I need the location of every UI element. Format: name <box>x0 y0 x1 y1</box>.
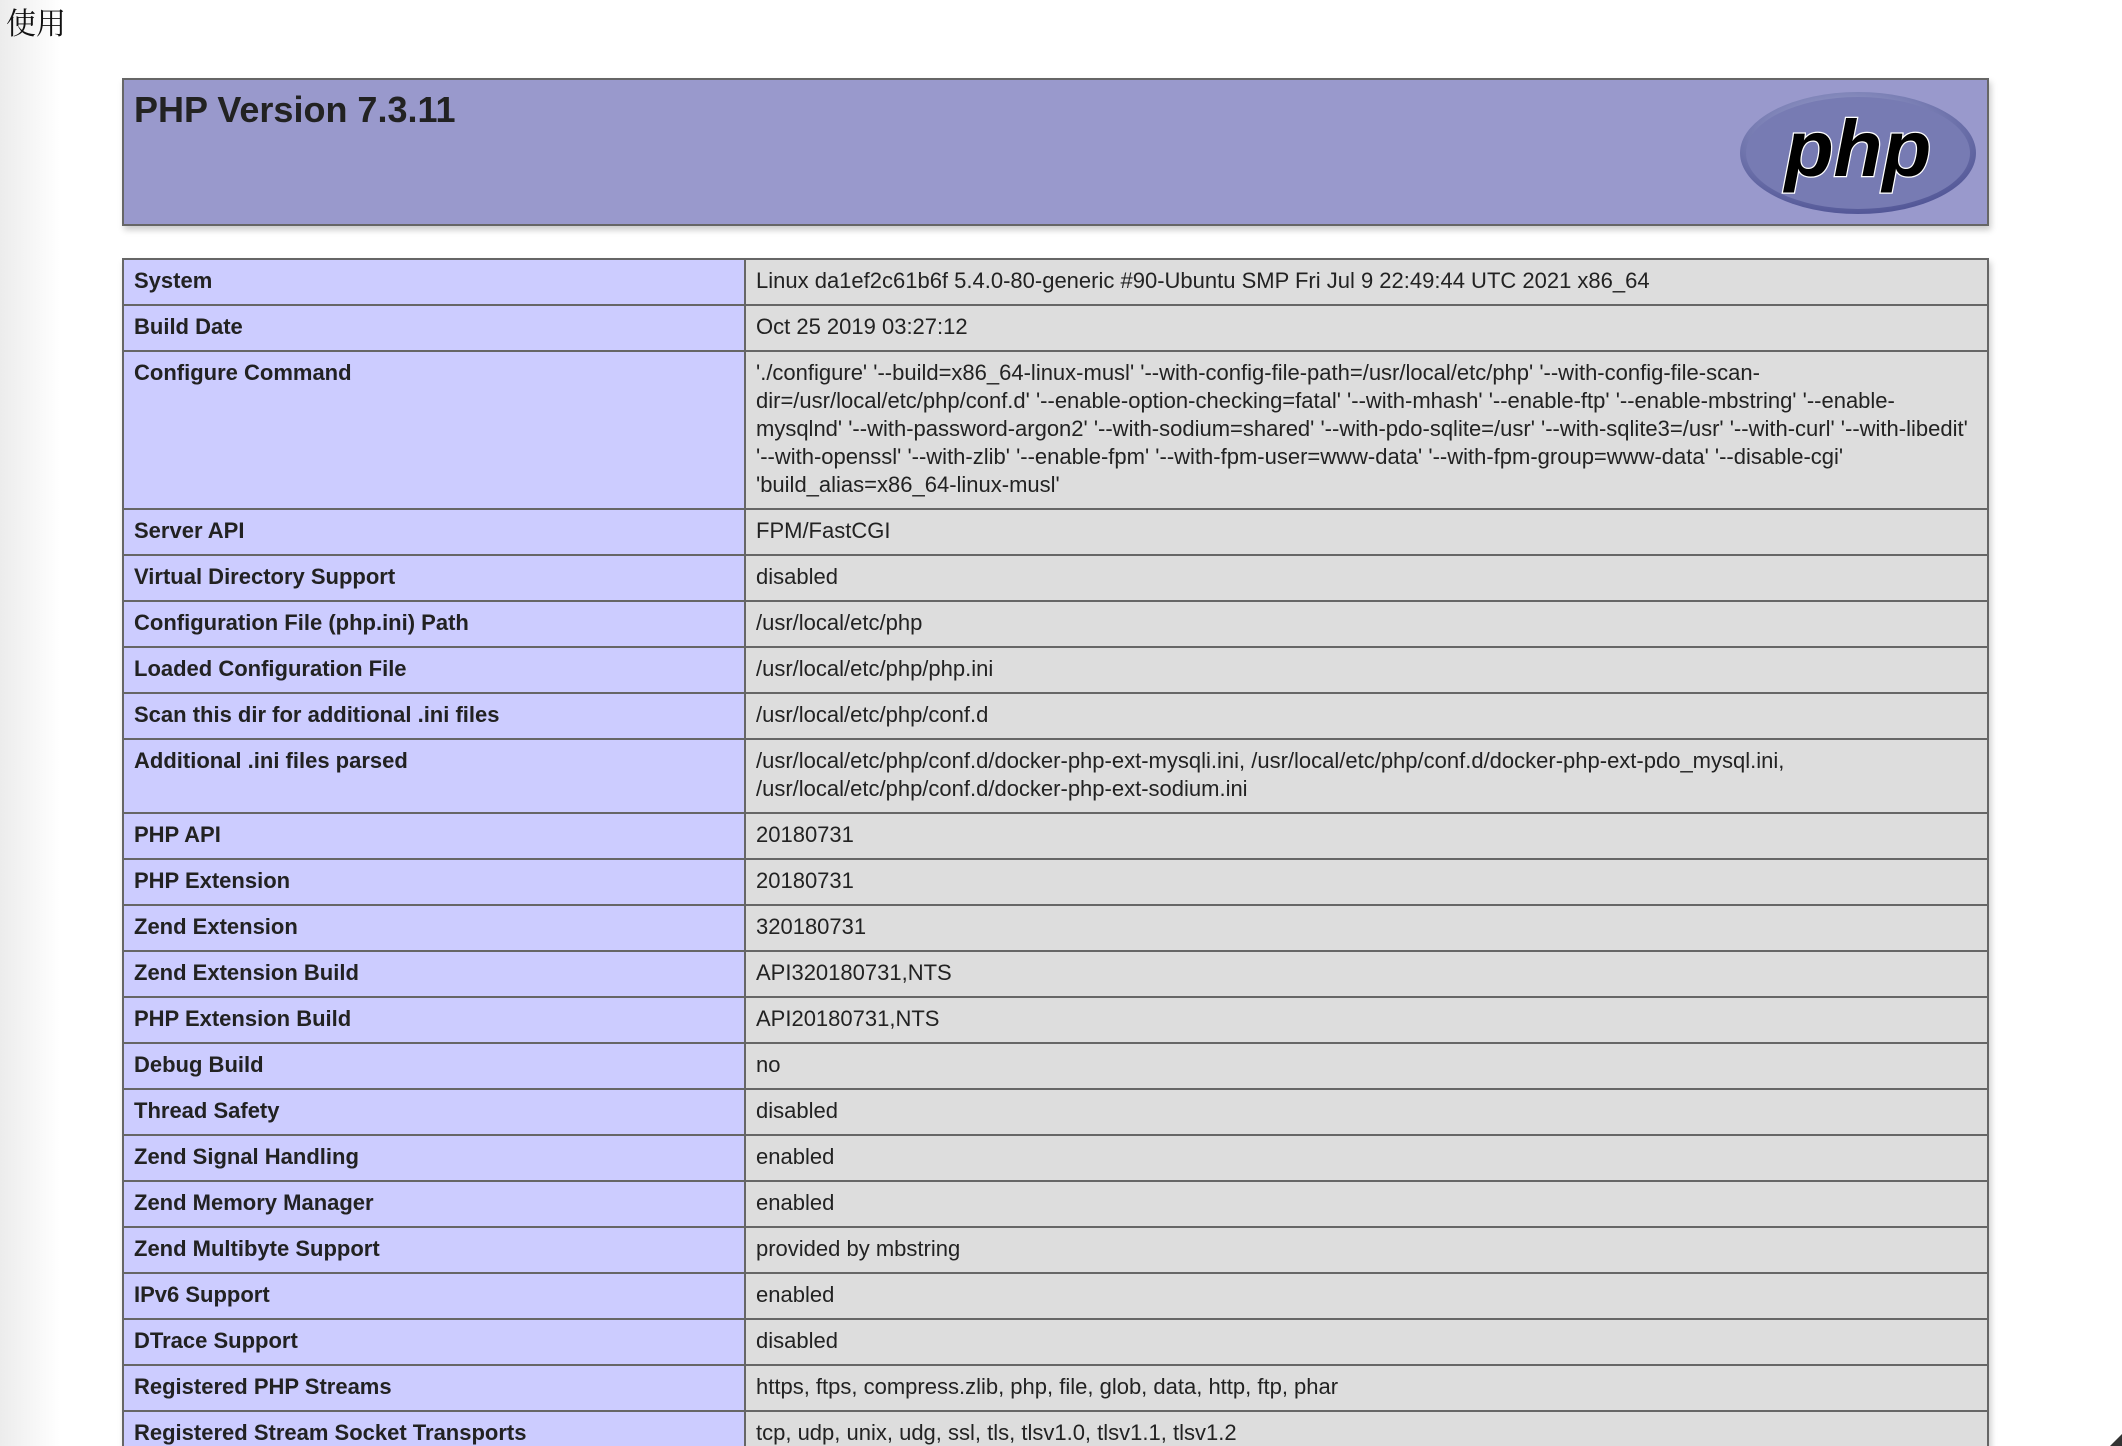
table-row <box>123 813 1988 859</box>
row-value: /usr/local/etc/php/conf.d <box>745 693 1988 739</box>
php-logo-icon[interactable] <box>1737 88 1979 218</box>
row-label: Configure Command <box>123 351 745 509</box>
row-label: Server API <box>123 509 745 555</box>
row-label: Registered Stream Socket Transports <box>123 1411 745 1446</box>
table-row <box>123 601 1988 647</box>
row-label: Scan this dir for additional .ini files <box>123 693 745 739</box>
table-row <box>123 905 1988 951</box>
window-left-shade <box>0 0 60 1446</box>
row-label: Build Date <box>123 305 745 351</box>
table-row <box>123 1089 1988 1135</box>
row-value: './configure' '--build=x86_64-linux-musl' '--with-config-file-path=/usr/local/etc/php' '--with-config-file-scan-dir=/usr/local/etc/php/conf.d' '--enable-option-checking=fatal' '--with-mhash' '--enable-ftp' '--enable-mbstring' '--enable-mysqlnd' '--with-password-argon2' '--with-sodium=shared' '--with-pdo-sqlite=/usr' '--with-sqlite3=/usr' '--with-curl' '--with-libedit' '--with-openssl' '--with-zlib' '--enable-fpm' '--with-fpm-user=www-data' '--with-fpm-group=www-data' '--disable-cgi' 'build_alias=x86_64-linux-musl' <box>745 351 1988 509</box>
row-label: Thread Safety <box>123 1089 745 1135</box>
row-value: disabled <box>745 1319 1988 1365</box>
table-row <box>123 997 1988 1043</box>
row-label: PHP Extension <box>123 859 745 905</box>
table-row <box>123 739 1988 813</box>
row-value: API20180731,NTS <box>745 997 1988 1043</box>
row-value: API320180731,NTS <box>745 951 1988 997</box>
row-label: IPv6 Support <box>123 1273 745 1319</box>
row-value: https, ftps, compress.zlib, php, file, glob, data, http, ftp, phar <box>745 1365 1988 1411</box>
table-row <box>123 1227 1988 1273</box>
row-label: DTrace Support <box>123 1319 745 1365</box>
row-value: 20180731 <box>745 859 1988 905</box>
row-label: Zend Signal Handling <box>123 1135 745 1181</box>
table-row <box>123 859 1988 905</box>
table-row <box>123 1319 1988 1365</box>
row-label: Virtual Directory Support <box>123 555 745 601</box>
table-row <box>123 1181 1988 1227</box>
phpinfo-table <box>122 258 1989 1446</box>
row-value: tcp, udp, unix, udg, ssl, tls, tlsv1.0, tlsv1.1, tlsv1.2 <box>745 1411 1988 1446</box>
table-row <box>123 1043 1988 1089</box>
row-value: disabled <box>745 555 1988 601</box>
svg-text:php: php <box>1784 104 1932 193</box>
row-value: Linux da1ef2c61b6f 5.4.0-80-generic #90-Ubuntu SMP Fri Jul 9 22:49:44 UTC 2021 x86_64 <box>745 259 1988 305</box>
row-label: Zend Multibyte Support <box>123 1227 745 1273</box>
row-value: enabled <box>745 1181 1988 1227</box>
row-label: PHP Extension Build <box>123 997 745 1043</box>
table-row <box>123 1411 1988 1446</box>
table-row <box>123 1273 1988 1319</box>
phpinfo-container <box>122 78 1989 1445</box>
row-label: Additional .ini files parsed <box>123 739 745 813</box>
table-row <box>123 693 1988 739</box>
table-row <box>123 951 1988 997</box>
row-value: enabled <box>745 1135 1988 1181</box>
row-label: System <box>123 259 745 305</box>
table-row <box>123 647 1988 693</box>
row-label: Zend Memory Manager <box>123 1181 745 1227</box>
row-value: enabled <box>745 1273 1988 1319</box>
row-label: Zend Extension Build <box>123 951 745 997</box>
row-value: /usr/local/etc/php/php.ini <box>745 647 1988 693</box>
table-row <box>123 509 1988 555</box>
row-label: Configuration File (php.ini) Path <box>123 601 745 647</box>
table-row <box>123 1135 1988 1181</box>
page-title: PHP Version 7.3.11 <box>134 89 456 130</box>
table-row <box>123 1365 1988 1411</box>
table-row <box>123 555 1988 601</box>
row-value: 20180731 <box>745 813 1988 859</box>
row-label: Debug Build <box>123 1043 745 1089</box>
phpinfo-header <box>122 78 1989 226</box>
window-resize-corner[interactable] <box>2110 1434 2122 1446</box>
row-value: /usr/local/etc/php <box>745 601 1988 647</box>
table-row <box>123 259 1988 305</box>
row-value: provided by mbstring <box>745 1227 1988 1273</box>
row-label: Registered PHP Streams <box>123 1365 745 1411</box>
row-value: FPM/FastCGI <box>745 509 1988 555</box>
table-row <box>123 305 1988 351</box>
page-top-label: 使用 <box>6 7 66 42</box>
row-value: Oct 25 2019 03:27:12 <box>745 305 1988 351</box>
row-label: Zend Extension <box>123 905 745 951</box>
row-value: no <box>745 1043 1988 1089</box>
row-value: disabled <box>745 1089 1988 1135</box>
row-label: Loaded Configuration File <box>123 647 745 693</box>
table-row <box>123 351 1988 509</box>
row-value: 320180731 <box>745 905 1988 951</box>
row-label: PHP API <box>123 813 745 859</box>
row-value: /usr/local/etc/php/conf.d/docker-php-ext-mysqli.ini, /usr/local/etc/php/conf.d/docker-php-ext-pdo_mysql.ini, /usr/local/etc/php/conf.d/docker-php-ext-sodium.ini <box>745 739 1988 813</box>
